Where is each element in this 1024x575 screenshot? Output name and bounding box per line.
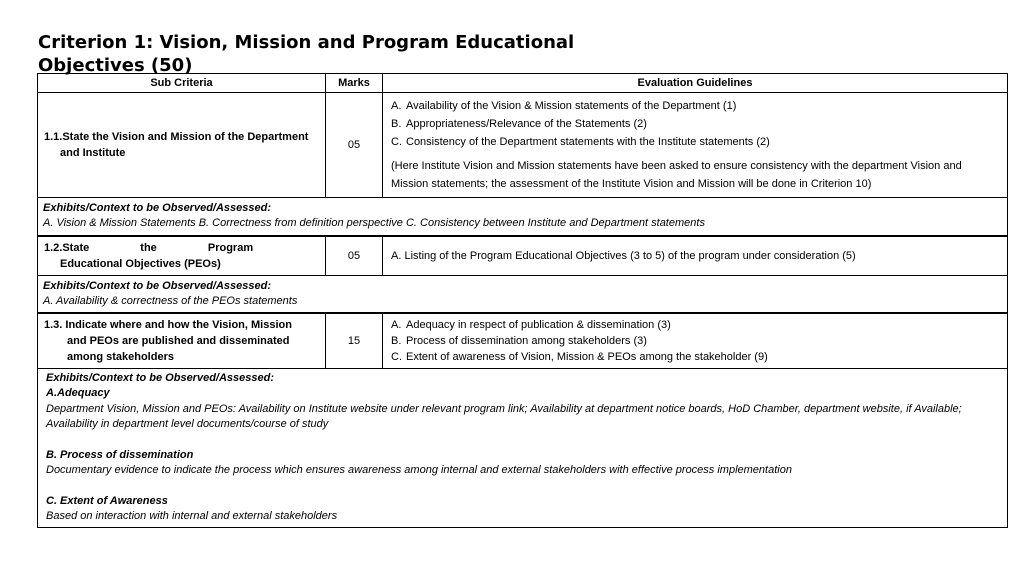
- exhibits-row-1-1: [38, 198, 1008, 236]
- exhibits-1-3: [38, 368, 1008, 527]
- exhibits-b-text: Documentary evidence to indicate the process which ensures awareness among internal and external stakeholders with effective process implementation: [46, 464, 792, 476]
- header-evaluation-guidelines: Evaluation Guidelines: [383, 74, 1008, 93]
- guideline-item: C. Extent of awareness of Vision, Mission & PEOs among the stakeholder (9): [391, 350, 768, 363]
- sub-criterion-label: 1.2.State the Program: [44, 241, 254, 254]
- sub-criterion-1-1: [38, 93, 326, 198]
- sub-criterion-label-cont: Educational Objectives (PEOs): [60, 257, 221, 270]
- exhibits-c-heading: C. Extent of Awareness: [46, 494, 168, 507]
- guideline-item: A. Listing of the Program Educational Objectives (3 to 5) of the program under consideration (5): [391, 249, 856, 262]
- guideline-item: A. Availability of the Vision & Mission statements of the Department (1): [391, 100, 737, 112]
- criterion-row-1-2: [38, 236, 1008, 276]
- sub-criterion-1-3: [38, 313, 326, 368]
- guideline-note: (Here Institute Vision and Mission statements have been asked to ensure consistency with the department Vision and Mission statements; the assessment of the Institute Vision and Mission will be done in Criterion 10): [391, 160, 962, 190]
- criteria-table: [37, 73, 1008, 528]
- exhibits-heading: Exhibits/Context to be Observed/Assessed:: [43, 280, 272, 292]
- header-sub-criteria: Sub Criteria: [38, 74, 326, 93]
- sub-criterion-label-cont: and Institute: [60, 147, 126, 159]
- marks-1-2: 05: [326, 236, 383, 276]
- exhibits-a-text: Department Vision, Mission and PEOs: Availability on Institute website under relevant program link; Availability at department notice boards, HoD Chamber, department website, if Available; Availability in department level documents/course of study: [46, 402, 962, 430]
- exhibits-text: A. Availability & correctness of the PEOs statements: [43, 295, 298, 307]
- sub-criterion-label: 1.1.State the Vision and Mission of the Department: [44, 131, 309, 143]
- sub-criterion-label: 1.3. Indicate where and how the Vision, Mission: [44, 318, 292, 331]
- marks-1-1: 05: [326, 93, 383, 198]
- exhibits-heading: Exhibits/Context to be Observed/Assessed:: [43, 202, 272, 214]
- exhibits-1-2: [38, 276, 1008, 314]
- guidelines-1-2: [383, 236, 1008, 276]
- guidelines-1-1: [383, 93, 1008, 198]
- exhibits-b-heading: B. Process of dissemination: [46, 448, 194, 461]
- exhibits-row-1-2: [38, 276, 1008, 314]
- table-header-row: [38, 74, 1008, 93]
- exhibits-1-1: [38, 198, 1008, 236]
- exhibits-heading: Exhibits/Context to be Observed/Assessed:: [46, 371, 275, 384]
- exhibits-a-heading: A.Adequacy: [46, 387, 110, 399]
- guideline-item: B. Appropriateness/Relevance of the Statements (2): [391, 118, 647, 130]
- exhibits-row-1-3: [38, 368, 1008, 527]
- exhibits-text: A. Vision & Mission Statements B. Correctness from definition perspective C. Consistency between Institute and Department statements: [43, 217, 705, 229]
- sub-criterion-label-cont: among stakeholders: [67, 350, 174, 363]
- header-marks: Marks: [326, 74, 383, 93]
- marks-1-3: 15: [326, 313, 383, 368]
- criterion-row-1-1: [38, 93, 1008, 198]
- sub-criterion-1-2: [38, 236, 326, 276]
- guidelines-1-3: [383, 313, 1008, 368]
- sub-criterion-label-cont: and PEOs are published and disseminated: [67, 334, 290, 347]
- criterion-row-1-3: [38, 313, 1008, 368]
- exhibits-c-text: Based on interaction with internal and external stakeholders: [46, 510, 338, 522]
- guideline-item: B. Process of dissemination among stakeholders (3): [391, 334, 647, 347]
- guideline-item: A. Adequacy in respect of publication & dissemination (3): [391, 318, 671, 331]
- guideline-item: C. Consistency of the Department statements with the Institute statements (2): [391, 136, 770, 148]
- page-title: Criterion 1: Vision, Mission and Program Educational Objectives (50): [38, 32, 575, 76]
